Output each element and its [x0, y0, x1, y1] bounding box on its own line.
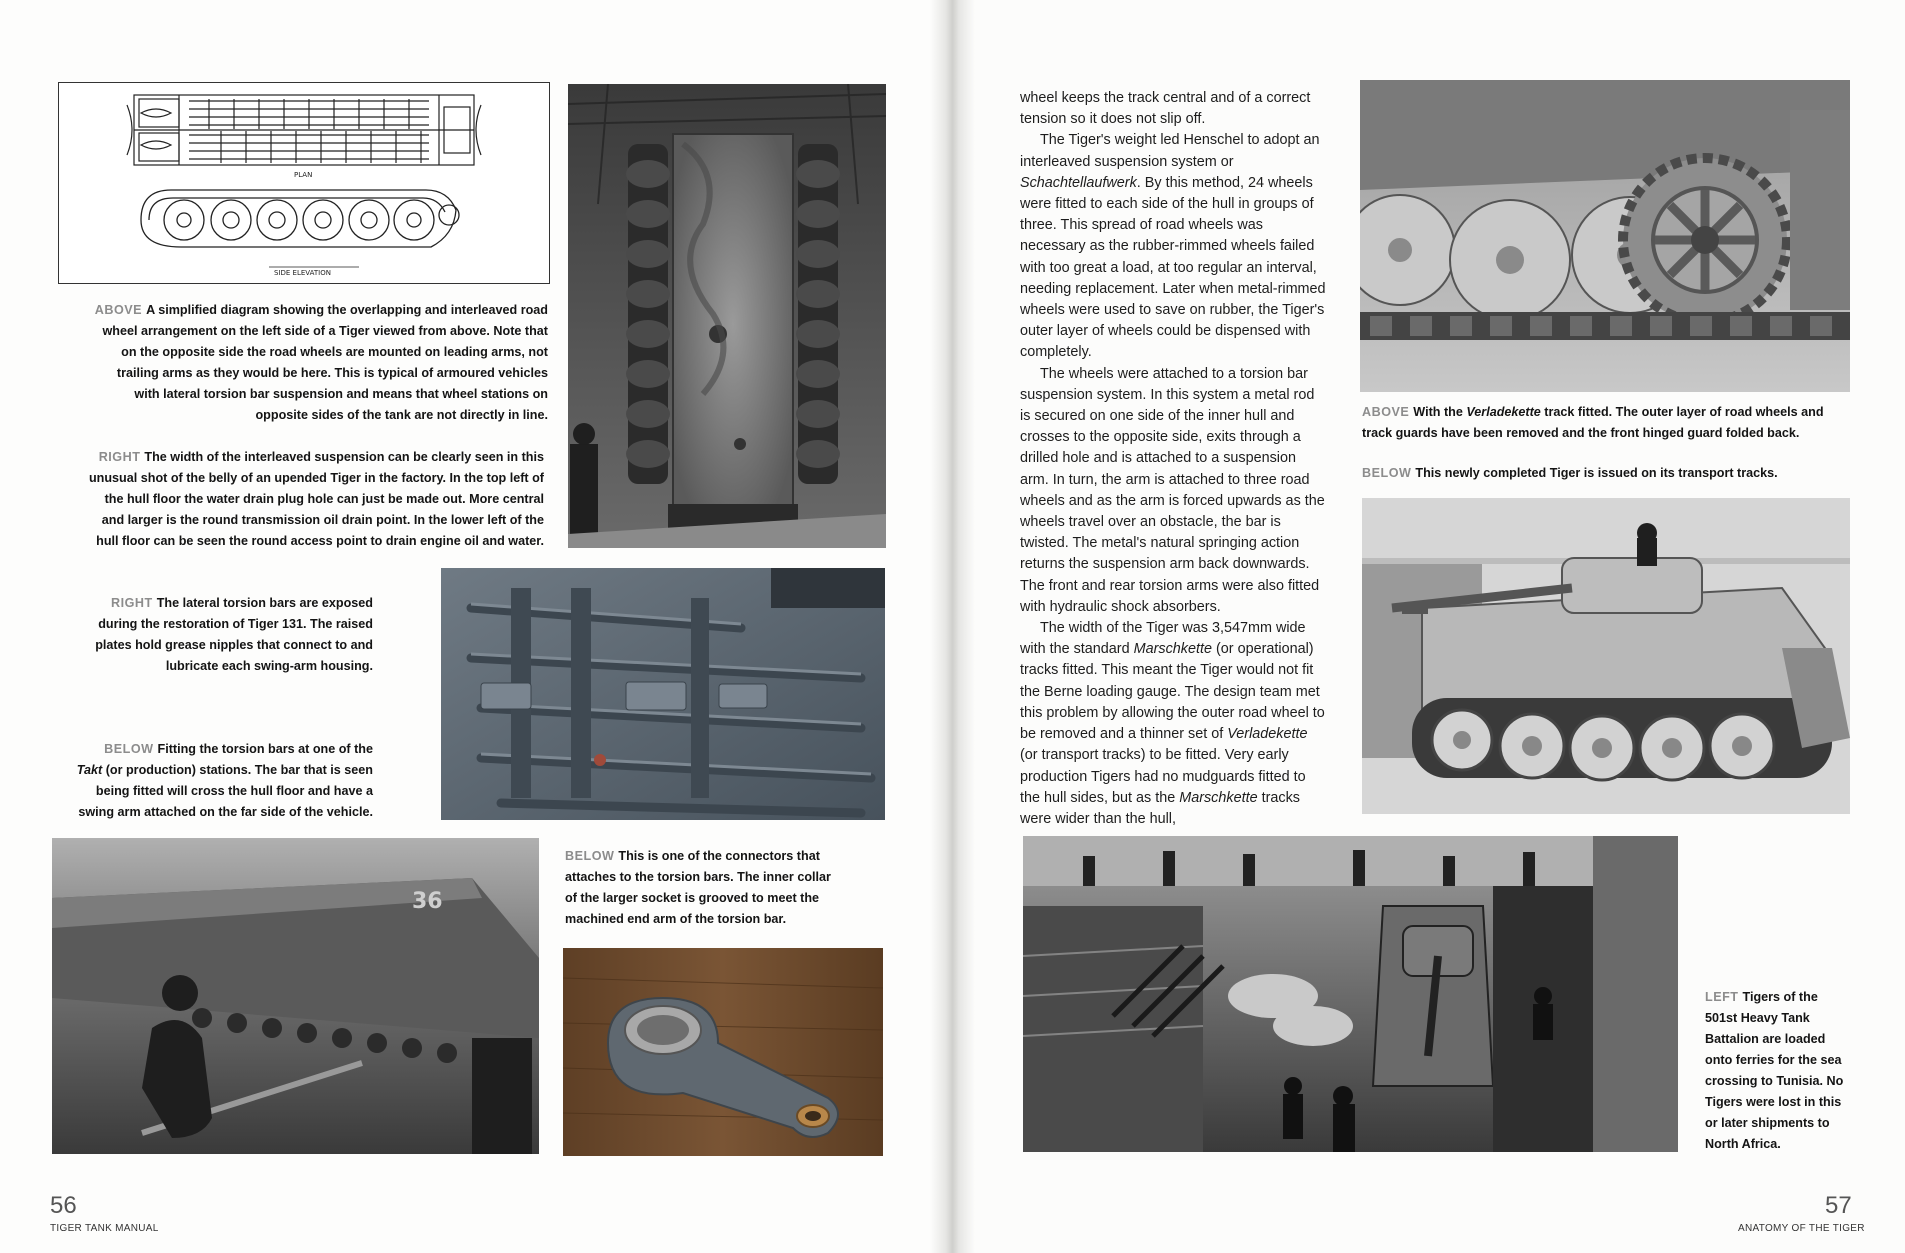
running-head-left: TIGER TANK MANUAL [50, 1223, 159, 1234]
caption-lead: BELOW [1362, 466, 1412, 480]
caption-line: This is one of the connectors that [618, 849, 820, 863]
caption-line: Tigers of the [1742, 990, 1818, 1004]
body-text-run: The Tiger's weight led Henschel to adopt an interleaved suspension system or [1020, 132, 1320, 170]
caption-text-run: With the [1413, 405, 1467, 419]
photo-fitting-torsion-bars [52, 838, 539, 1154]
body-paragraph-3: The wheels were attached to a torsion bar suspension system. In this system a metal rod is secured on one side of the inner hull and crosses to the opposite side, exits through a drilled hole and is attached to a suspension arm. In turn, the arm is attached to three road wheels and as the arm is forced upwards as the wheels travel over an obstacle, the bar is twisted. The metal's natural springing action returns the suspension arm back downwards. The front and rear torsion arms were also fitted with hydraulic shock absorbers. [1020, 365, 1325, 615]
photo-torsion-bars-restoration [441, 568, 885, 820]
caption-line: during the restoration of Tiger 131. The raised [98, 617, 373, 631]
side-elevation-label: SIDE ELEVATION [274, 269, 331, 277]
photo-upended-tiger [568, 84, 886, 548]
caption-line: swing arm attached on the far side of the vehicle. [78, 805, 373, 819]
body-paragraph-2 [1020, 130, 1328, 363]
caption-line: machined end arm of the torsion bar. [565, 912, 787, 926]
caption-below-new-tiger [1362, 463, 1862, 484]
body-text-column [1020, 88, 1328, 830]
caption-line: the hull floor the water drain plug hole can just be made out. More central [104, 492, 544, 506]
caption-line: attaches to the torsion bars. The inner collar [565, 870, 831, 884]
plan-label: PLAN [294, 171, 313, 179]
book-gutter [930, 0, 975, 1253]
body-text-run: . By this method, 24 wheels were fitted to each side of the hull in groups of three. This spread of road wheels was necessary as the rubber-rimmed wheels failed with too great a load, at too regular an interval, needing replacement. Later when metal-rimmed wheels were used to save on rubber, the Tiger's outer layer of wheels could be dispensed with completely. [1020, 174, 1326, 361]
caption-lead: LEFT [1705, 990, 1739, 1004]
caption-lead: ABOVE [94, 303, 143, 317]
body-text-run: tracks were wider than the hull, [1020, 789, 1300, 827]
caption-right-upended [48, 447, 544, 552]
page-number-left: 56 [50, 1192, 77, 1219]
running-head-right: ANATOMY OF THE TIGER [1738, 1223, 1865, 1234]
caption-line: wheel arrangement on the left side of a Tiger viewed from above. Note that [102, 324, 548, 338]
caption-right-restoration [48, 593, 373, 677]
caption-line: lubricate each swing-arm housing. [165, 659, 373, 673]
caption-line: crossing to Tunisia. No [1705, 1074, 1844, 1088]
caption-line: unusual shot of the belly of an upended Tiger in the factory. In the top left of [88, 471, 544, 485]
caption-lead: BELOW [104, 742, 154, 756]
body-text-run: (or transport tracks) to be fitted. Very early production Tigers had no mudguards fitted to the hull sides, but as the [1020, 747, 1306, 806]
caption-line: onto ferries for the sea [1705, 1053, 1842, 1067]
caption-lead: RIGHT [98, 450, 141, 464]
caption-line: on the opposite side the road wheels are mounted on leading arms, not [121, 345, 548, 359]
caption-italic-term: Takt [76, 763, 103, 777]
caption-line: track guards have been removed and the front hinged guard folded back. [1362, 426, 1800, 440]
caption-below-connector [565, 846, 895, 930]
caption-line: (or production) stations. The bar that is seen [102, 763, 373, 777]
caption-line: of the larger socket is grooved to meet the [565, 891, 820, 905]
caption-line: being fitted will cross the hull floor and have a [95, 784, 373, 798]
page-number-right: 57 [1825, 1192, 1852, 1219]
body-text-run: (or operational) tracks fitted. This meant the Tiger would not fit the Berne loading gauge. The design team met this problem by allowing the outer road wheel to be removed and a thinner set of [1020, 641, 1325, 743]
caption-line: The width of the interleaved suspension can be clearly seen in this [144, 450, 544, 464]
caption-left-ferry [1705, 987, 1865, 1155]
photo-torsion-connector [563, 948, 883, 1156]
caption-italic-term: Verladekette [1466, 405, 1541, 419]
body-italic-term: Schachtellaufwerk [1020, 174, 1137, 191]
body-paragraph-1: wheel keeps the track central and of a correct tension so it does not slip off. [1020, 90, 1311, 128]
caption-text-run: track fitted. The outer layer of road wheels and [1540, 405, 1824, 419]
caption-lead: RIGHT [111, 596, 153, 610]
caption-line: plates hold grease nipples that connect to and [95, 638, 373, 652]
caption-lead: ABOVE [1362, 405, 1410, 419]
photo-tiger-transport-tracks [1362, 498, 1850, 814]
caption-line: The lateral torsion bars are exposed [156, 596, 373, 610]
caption-line: North Africa. [1705, 1137, 1781, 1151]
caption-line: Tigers were lost in this [1705, 1095, 1842, 1109]
caption-line: opposite sides of the tank are not directly in line. [255, 408, 548, 422]
caption-line: 501st Heavy Tank [1705, 1011, 1810, 1025]
body-italic-term: Marschkette [1133, 641, 1212, 658]
body-italic-term: Verladekette [1227, 726, 1308, 743]
caption-line: with lateral torsion bar suspension and means that wheel stations on [134, 387, 548, 401]
suspension-diagram [58, 82, 550, 284]
caption-line: This newly completed Tiger is issued on its transport tracks. [1415, 466, 1778, 480]
caption-lead: BELOW [565, 849, 615, 863]
caption-line: trailing arms as they would be here. This is typical of armoured vehicles [116, 366, 548, 380]
hull-number-label: 36 [412, 889, 443, 914]
caption-line: or later shipments to [1705, 1116, 1830, 1130]
caption-line: A simplified diagram showing the overlapping and interleaved road [146, 303, 548, 317]
body-italic-term: Marschkette [1179, 789, 1258, 806]
photo-verladekette-track [1360, 80, 1850, 392]
caption-line: Battalion are loaded [1705, 1032, 1826, 1046]
photo-ferry-loading [1023, 836, 1678, 1152]
caption-above-diagram [58, 300, 548, 426]
caption-below-fitting [48, 739, 373, 823]
caption-line: Fitting the torsion bars at one of the [157, 742, 373, 756]
body-paragraph-4 [1020, 618, 1328, 830]
caption-line: hull floor can be seen the round access point to drain engine oil and water. [96, 534, 544, 548]
caption-above-verladekette [1362, 402, 1862, 444]
caption-line: and larger is the round transmission oil drain point. In the lower left of the [101, 513, 544, 527]
body-text-run: The width of the Tiger was 3,547mm wide with the standard [1020, 620, 1306, 658]
